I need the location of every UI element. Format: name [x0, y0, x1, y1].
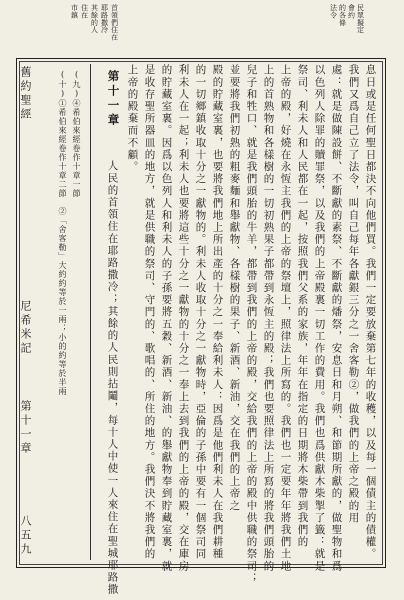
margin-note: 首領們住在: [110, 4, 119, 41]
text-column: 息日或是任何聖日都決不向他們買。我們一定要放棄第七年的收穫，以及每一個債主的債權。: [364, 64, 377, 561]
text-column: 處：就是做陳設餅、不斷獻的素祭、不斷獻的燔祭，安息日和月朔、和節期所獻的，做聖物和爲: [330, 64, 343, 573]
margin-note: 耶路撒冷: [100, 4, 109, 34]
chapter-label: 第十一章: [19, 400, 32, 456]
margin-note: 法令: [329, 4, 338, 19]
text-column: 的一切鄉鎮收取十分之一獻物的。利未人收取十分之一獻物時，亞倫的子孫中要有一個祭司同: [194, 64, 207, 561]
footnote: (十)①希伯來經卷作十章二節 ②「舍客勒」大約約等於一兩；小的約等於半兩: [58, 70, 67, 396]
book-title: 舊約聖經: [19, 66, 32, 122]
margin-note: 市鎮: [70, 4, 79, 19]
text-column: 兒子和牲口、就是我們頭胎的牛羊，都帶到我們的上帝的殿，交給我們的上帝的殿中供職的祭司；: [245, 64, 258, 585]
footnote-divider: [90, 64, 91, 560]
chapter-text-column: 人民的首領住在耶路撒冷；其餘的人民則拈鬮，每十人中使一人來住在聖城耶路撒: [106, 160, 119, 596]
text-column: 殿的貯藏室裏，也要將我們地上所出產的十分之一奉給利未人：因爲是他們利未人在我們耕種: [211, 64, 224, 561]
chapter-heading: 第十一章: [106, 70, 121, 128]
text-column: 上帝的殿棄而不顧。: [126, 64, 139, 173]
margin-note: 的各條: [338, 4, 347, 26]
margin-note: 民眾擬定: [356, 4, 365, 34]
text-column: 利未人在一起；利未人也要將這些十分之一獻物的十分之一奉上去到我們的上帝的殿，交在庫房: [177, 64, 190, 573]
page-number: 八五九: [19, 515, 32, 557]
text-column: 我們又爲自己立了法令，叫自己每年各獻銀三分之一舍客勒②，做我們的上帝之殿的用: [347, 64, 360, 524]
footnote: (九)④希伯來經卷作十章一節: [72, 70, 81, 198]
margin-note: 會約: [347, 4, 356, 19]
text-column: 祭司、利未人和人民都在一起，按照我們父系的家族，年年在指定的日期將木柴帶到我們的: [296, 64, 309, 548]
margin-note: 其餘的人: [90, 4, 99, 34]
text-column: 上帝的殿，好燒在永恆主我們的上帝的祭壇上，照律法上所寫的。我們也一定要年年將我們土地: [279, 64, 292, 573]
running-title: 尼希米記: [19, 300, 32, 356]
margin-note: 住在: [80, 4, 89, 19]
text-column: 以色列人除罪的贖罪祭，以及我們的上帝殿裏一切工作的費用。我們也爲供獻木柴掣了籤：就是: [313, 64, 326, 573]
text-column: 的貯藏室裏。因爲以色列人和利未人的子孫要將五穀、新酒、新油、的舉獻物奉到貯藏室裏，就: [160, 64, 173, 573]
text-column: 並要將我們初熟的粗麥麵和舉獻物、各樣樹的果子、新酒、新油，交在我們的上帝之: [228, 64, 241, 512]
text-column: 是收存聖所器皿的地方，就是供職的祭司、守門的、歌唱的、所住的地方。我們決不將我們的: [143, 64, 156, 561]
text-column: 上的首熟物和各樣樹的一切初熟果子都帶到永恆主的殿；我們也要照律法上所寫的將我們頭胎的: [262, 64, 275, 573]
